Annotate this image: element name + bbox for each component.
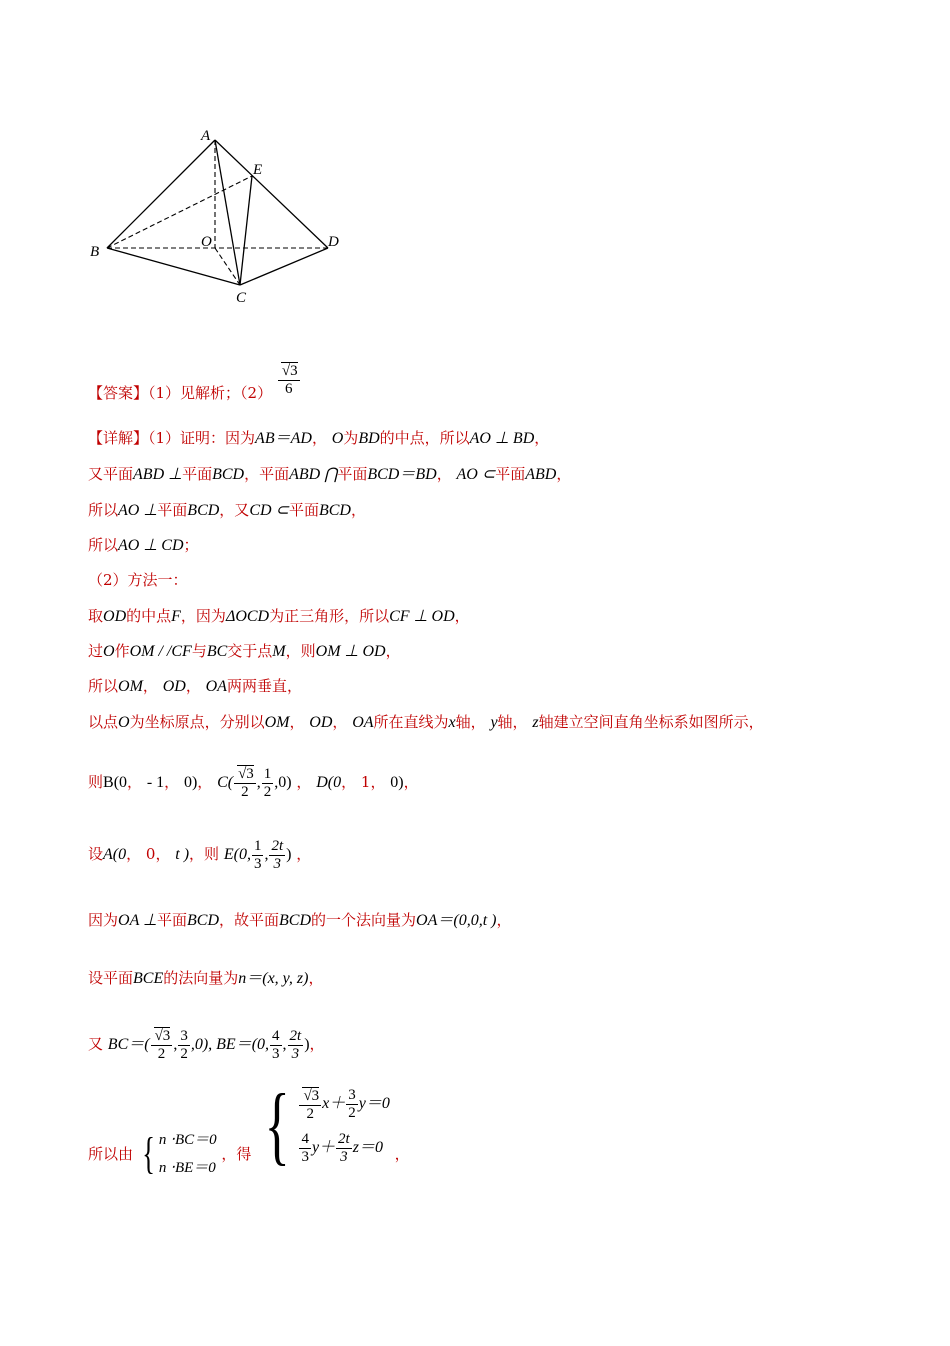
vector-be: ,0), BE＝(0, xyxy=(190,1036,270,1053)
equation-system-2: $\frac{√3}{2}$ x＋ $\frac{3}{2}$ y＝0 $\frac{4}{3}$ y＋ $\frac{2t}{3}$ z＝0 xyxy=(301,1087,390,1166)
detail-line-7: 过O作OM / /CF与BC交于点M，则OM ⊥ OD， xyxy=(88,642,401,660)
detail-line-15: 所以由 { n ⋅BC＝0 n ⋅BE＝0 ，得 { $\frac{√3}{2}$ x＋ $\frac{3}{2}$ y＝0 $\frac{4}{3}$ y＋ $\frac{2t}{3}$ z＝0 ， xyxy=(88,1082,410,1170)
detail-line-13: 设平面BCE的法向量为n＝(x, y, z)， xyxy=(88,969,324,987)
coord-a: A(0 xyxy=(103,846,127,863)
detail-line-8: 所以OM， OD， OA两两垂直， xyxy=(88,677,302,695)
detail-line-12: 因为OA ⊥平面BCD，故平面BCD的一个法向量为OA＝(0,0,t )， xyxy=(88,911,512,929)
label-d: D xyxy=(328,234,339,250)
label-c: C xyxy=(236,290,247,306)
detail-line-10: 则B(0， - 1， 0)， C( $\frac{√3}{2}$ , $\frac{1}{2}$ ,0) ， D(0， 1， 0)， xyxy=(88,765,419,800)
coord-e: E(0, xyxy=(223,846,251,863)
answer-line xyxy=(88,363,301,412)
normal-vector-n: n＝(x, y, z) xyxy=(238,970,309,987)
edge-ab xyxy=(107,140,215,248)
detail-line-2: 又平面ABD ⊥平面BCD，平面ABD ⋂平面BCD＝BD， AO ⊂平面ABD， xyxy=(88,465,572,483)
normal-vector-oa: OA＝(0,0,t ) xyxy=(416,912,497,929)
detail-line-14: 又 BC＝( $\frac{√3}{2}$ , $\frac{3}{2}$ ,0), BE＝(0, $\frac{4}{3}$ , $\frac{2t}{3}$ )， xyxy=(88,1027,325,1062)
detail-line-5: （2）方法一： xyxy=(88,571,188,589)
label-a: A xyxy=(201,128,211,144)
detail-line-3: 所以AO ⊥平面BCD，又CD ⊂平面BCD， xyxy=(88,501,366,519)
coord-c: C( xyxy=(217,774,234,791)
edge-ad xyxy=(215,140,328,248)
answer-prefix: 【答案】 xyxy=(88,384,149,402)
detail-line-1: 【详解】（1）证明：因为AB＝AD， O为BD的中点，所以AO ⊥ BD， xyxy=(88,429,550,447)
edge-be-dashed xyxy=(107,176,252,248)
coord-b: B(0 xyxy=(103,774,128,791)
vector-bc: BC＝( xyxy=(107,1036,150,1053)
answer-text: （1）见解析；（2） xyxy=(148,384,273,402)
detail-line-6: 取OD的中点F，因为ΔOCD为正三角形，所以CF ⊥ OD， xyxy=(88,607,470,625)
label-e: E xyxy=(253,162,263,178)
coord-d: D(0 xyxy=(316,774,342,791)
detail-line-9: 以点O为坐标原点，分别以OM， OD， OA所在直线为x轴， y轴， z轴建立空间直角坐标系如图所示， xyxy=(88,713,764,731)
pyramid-figure xyxy=(80,120,360,310)
edge-bc xyxy=(107,248,240,285)
label-o: O xyxy=(201,234,212,250)
detail-line-4: 所以AO ⊥ CD； xyxy=(88,536,199,554)
detail-line-11: 设A(0， 0， t )，则 E(0, $\frac{1}{3}$ , $\frac{2t}{3}$ ) ， xyxy=(88,837,312,872)
label-b: B xyxy=(90,244,100,260)
edge-cd xyxy=(240,248,328,285)
edge-ac xyxy=(215,140,240,285)
answer-fraction: $\frac{√3}{6}$ xyxy=(278,362,300,398)
edge-ce xyxy=(240,176,252,285)
equation-system-1: n ⋅BC＝0 n ⋅BE＝0 xyxy=(158,1132,217,1176)
